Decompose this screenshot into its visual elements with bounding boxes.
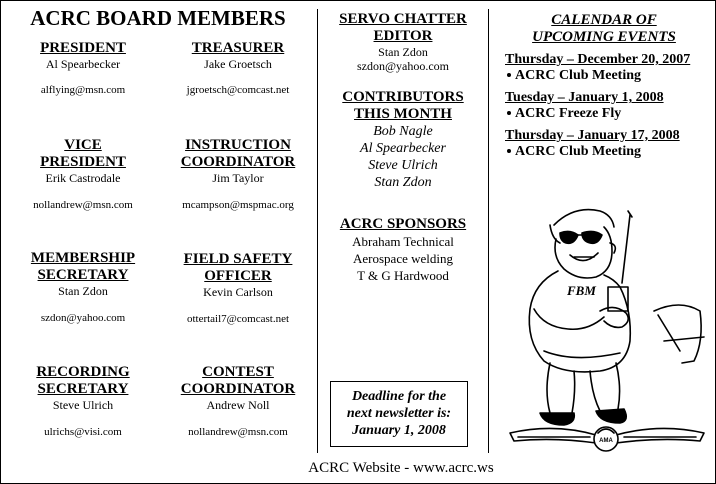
deadline-line2: next newsletter is: (346, 406, 452, 421)
name-vice-president: Erik Castrodale (45, 171, 121, 185)
treasurer-block (173, 40, 303, 96)
event-date: Thursday – December 20, 2007 (505, 52, 691, 67)
email-field-safety[interactable]: ottertail7@comcast.net (186, 313, 290, 325)
calendar-events (505, 52, 713, 160)
name-treasurer: Jake Groetsch (204, 57, 272, 71)
editor-heading-line2: EDITOR (373, 28, 433, 44)
name-membership: Stan Zdon (58, 284, 108, 298)
sponsors-block (321, 216, 485, 284)
event-date: Thursday – January 17, 2008 (505, 128, 680, 143)
shirt-text: FBM (567, 283, 596, 298)
name-president: Al Spearbecker (45, 57, 121, 71)
role-membership-line1: MEMBERSHIP (30, 250, 136, 266)
email-membership[interactable]: szdon@yahoo.com (40, 312, 126, 324)
name-recording: Steve Ulrich (52, 398, 114, 412)
email-instruction[interactable]: mcampson@mspmac.org (182, 199, 294, 211)
role-recording-line1: RECORDING (36, 364, 130, 380)
recording-secretary-block (23, 364, 143, 438)
contributor-name: Steve Ulrich (368, 158, 438, 173)
cartoon-pilot-illustration (504, 191, 710, 459)
email-recording[interactable]: ulrichs@visi.com (44, 426, 122, 438)
calendar-title-line2: UPCOMING EVENTS (532, 29, 676, 45)
role-instruction-line2: COORDINATOR (180, 154, 296, 170)
email-contest[interactable]: nollandrew@msn.com (188, 426, 288, 438)
calendar-title-line1: CALENDAR OF (551, 12, 657, 28)
instruction-coordinator-block (171, 137, 305, 211)
event-date: Tuesday – January 1, 2008 (505, 90, 664, 105)
role-contest-line2: COORDINATOR (180, 381, 296, 397)
contributor-name: Stan Zdon (374, 175, 432, 190)
contributors-heading-line2: THIS MONTH (354, 106, 452, 122)
vice-president-block (23, 137, 143, 211)
name-field-safety: Kevin Carlson (203, 285, 273, 299)
contributor-name: Al Spearbecker (360, 141, 446, 156)
role-president: PRESIDENT (40, 40, 126, 56)
role-field-safety-line2: OFFICER (204, 268, 272, 284)
role-treasurer: TREASURER (191, 40, 285, 56)
bullet-icon (507, 111, 511, 115)
ama-badge-text: AMA (599, 438, 613, 444)
email-treasurer[interactable]: jgroetsch@comcast.net (186, 84, 290, 96)
deadline-box (330, 381, 468, 447)
role-recording-line2: SECRETARY (37, 381, 129, 397)
role-vice-president-line1: VICE (64, 137, 102, 153)
board-title: ACRC BOARD MEMBERS (30, 6, 286, 30)
contributor-name: Bob Nagle (373, 124, 433, 139)
divider-left (317, 9, 318, 453)
website-link[interactable]: ACRC Website - www.acrc.ws (308, 460, 494, 476)
contest-coordinator-block (171, 364, 305, 438)
divider-right (488, 9, 489, 453)
sponsor-name: T & G Hardwood (357, 268, 449, 283)
deadline-line1: Deadline for the (351, 389, 447, 404)
editor-heading-line1: SERVO CHATTER (339, 11, 467, 27)
event-item: ACRC Freeze Fly (505, 106, 713, 122)
editor-block (321, 11, 485, 73)
field-safety-block (171, 251, 305, 325)
email-vice-president[interactable]: nollandrew@msn.com (33, 199, 133, 211)
email-president[interactable]: alflying@msn.com (40, 84, 126, 96)
name-instruction: Jim Taylor (212, 171, 264, 185)
bullet-icon (507, 73, 511, 77)
sponsor-name: Aerospace welding (353, 251, 453, 266)
contributors-heading-line1: CONTRIBUTORS (342, 89, 464, 105)
membership-secretary-block (23, 250, 143, 324)
role-vice-president-line2: PRESIDENT (40, 154, 126, 170)
role-contest-line1: CONTEST (202, 364, 274, 380)
sponsors-heading: ACRC SPONSORS (339, 216, 467, 232)
event-item: ACRC Club Meeting (505, 144, 713, 160)
bullet-icon (507, 149, 511, 153)
editor-email[interactable]: szdon@yahoo.com (356, 59, 450, 73)
sponsor-name: Abraham Technical (352, 234, 454, 249)
calendar-title (496, 12, 712, 46)
role-instruction-line1: INSTRUCTION (185, 137, 291, 153)
contributors-block (321, 89, 485, 191)
president-block (28, 40, 138, 96)
event-item: ACRC Club Meeting (505, 68, 713, 84)
editor-name: Stan Zdon (378, 45, 428, 59)
role-field-safety-line1: FIELD SAFETY (183, 251, 293, 267)
role-membership-line2: SECRETARY (37, 267, 129, 283)
name-contest: Andrew Noll (206, 398, 270, 412)
deadline-line3: January 1, 2008 (352, 423, 446, 438)
